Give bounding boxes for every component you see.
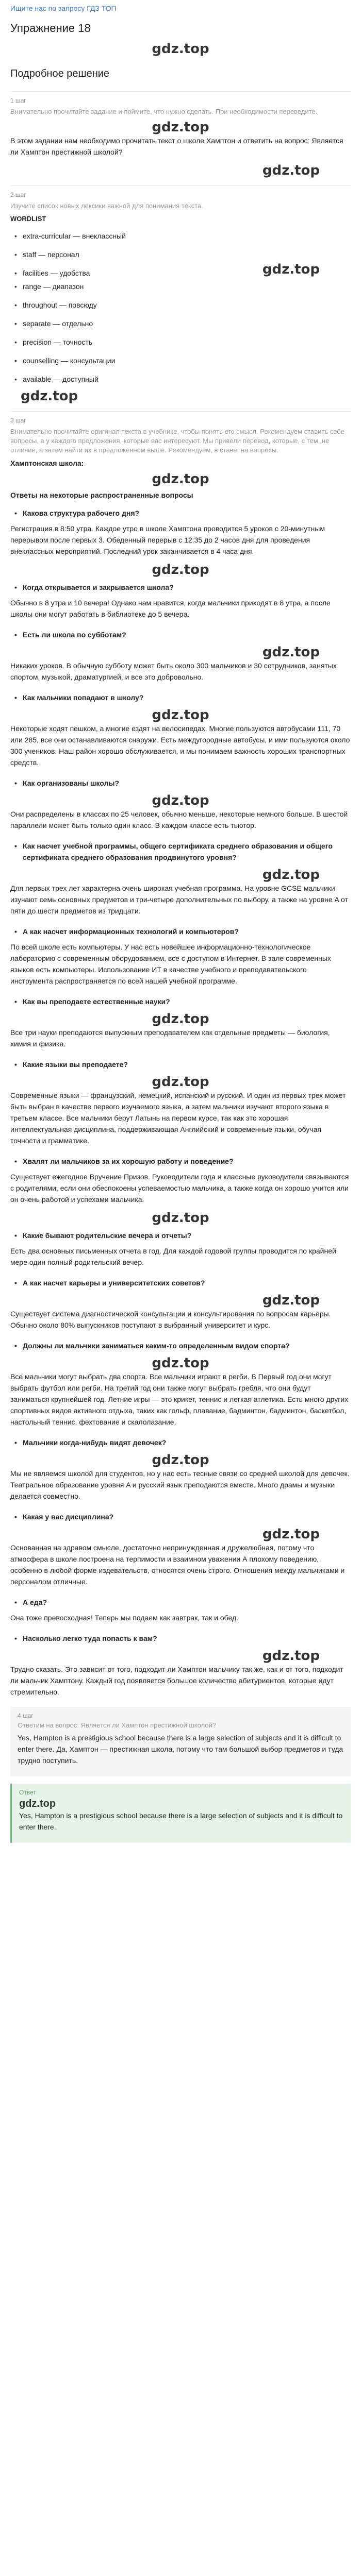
watermark: gdz.top	[262, 1648, 320, 1664]
watermark: gdz.top	[152, 1011, 209, 1027]
step-label: 2 шаг	[10, 185, 351, 198]
watermark: gdz.top	[152, 793, 209, 808]
list-item: • counselling — консультации	[10, 351, 351, 370]
list-item: • staff — персонал	[10, 245, 351, 264]
solution-title: Подробное решение	[10, 68, 110, 79]
wordlist-title: WORDLIST	[10, 215, 46, 223]
page-title: Упражнение 18	[10, 22, 91, 35]
final-answer-text: Yes, Hampton is a prestigious school because there is a large selection of subjects and it is difficult to enter there.	[19, 1811, 343, 1831]
faq-answer: Существует ежегодное Вручение Призов. Руководители года и классные руководители связываются с родителями, если они обеспокоены успеваемостью мальчика, а также когда он хорошо учится или он очень работой и успехами мальчика.	[10, 1173, 349, 1204]
step-hint: Изучите список новых лексики важной для понимания текста.	[10, 202, 203, 210]
watermark: gdz.top	[262, 1293, 320, 1308]
faq-question: • Насколько легко туда попасть к вам?	[10, 1629, 351, 1648]
faq-question: • А еда?	[10, 1592, 351, 1612]
faq-question: • Есть ли школа по субботам?	[10, 625, 351, 645]
watermark: gdz.top	[262, 163, 320, 178]
faq-question: • Как мальчики попадают в школу?	[10, 688, 351, 707]
final-answer	[10, 1784, 351, 1843]
watermark: gdz.top	[152, 1452, 209, 1468]
faq-question: • Как вы преподаете естественные науки?	[10, 992, 351, 1011]
step-question: Ответим на вопрос: Является ли Хамптон престижной школой?	[18, 1721, 217, 1729]
faq-heading: Ответы на некоторые распространенные вопросы	[10, 491, 193, 499]
faq-question: • Какие бывают родительские вечера и отчеты?	[10, 1226, 351, 1245]
step-label: 3 шаг	[10, 411, 351, 424]
watermark: gdz.top	[152, 1074, 209, 1090]
watermark: gdz.top	[262, 1527, 320, 1542]
faq-question: • Как насчет учебной программы, общего сертификата среднего образования и общего сертификата среднего образования продвинутого уровня?	[10, 836, 351, 867]
watermark: gdz.top	[262, 645, 320, 660]
watermark: gdz.top	[152, 1355, 209, 1371]
faq-question: • Хвалят ли мальчиков за их хорошую работу и поведение?	[10, 1151, 351, 1171]
watermark: gdz.top	[152, 41, 209, 57]
step-label: 4 шаг	[18, 1712, 34, 1719]
faq-answer: Обычно в 8 утра и 10 вечера! Однако нам нравится, когда мальчики приходят в 8 утра, а после школы они могут работать в библиотеке до 5 вечера.	[10, 599, 331, 618]
faq-answer: Регистрация в 8:50 утра. Каждое утро в школе Хамптона проводится 5 уроков с 20-минутным перерывом после первых 3. Обеденный перерыв с 12:35 до 2 часов дня для проведения внеклассных мероприятий. Последний урок заканчивается в 4 часа дня.	[10, 524, 325, 555]
faq-question: • Мальчики когда-нибудь видят девочек?	[10, 1433, 351, 1452]
faq-answer: Трудно сказать. Это зависит от того, подходит ли Хамптон мальчику так же, как и от того, подходит ли мальчик Хамптону. Каждый год появляется большое количество абитуриентов, которые идут стремительно.	[10, 1665, 343, 1696]
watermark: gdz.top	[19, 1798, 56, 1809]
faq-question: • Какова структура рабочего дня?	[10, 503, 351, 523]
watermark: gdz.top	[152, 562, 209, 578]
watermark: gdz.top	[152, 707, 209, 723]
list-item: • available — доступный	[10, 370, 351, 388]
step-1	[10, 91, 351, 178]
step-label: 1 шаг	[10, 91, 351, 104]
step-answer: Yes, Hampton is a prestigious school because there is a large selection of subjects and it is difficult to enter there. Да, Хамптон — престижная школа, потому что там большой выбор предметов и туда трудно поступить.	[18, 1734, 343, 1765]
faq-question: • Должны ли мальчики заниматься каким-то определенным видом спорта?	[10, 1336, 351, 1355]
faq-question: • Какие языки вы преподаете?	[10, 1055, 351, 1074]
step-hint: Внимательно прочитайте задание и поймите, что нужно сделать. При необходимости переведите.	[10, 108, 318, 115]
faq-question: • А как насчет карьеры и университетских советов?	[10, 1273, 351, 1293]
final-answer-label: Ответ	[19, 1789, 36, 1796]
list-item: • range — диапазон	[10, 277, 351, 296]
watermark: gdz.top	[21, 388, 78, 404]
list-item: • facilities — удобства	[10, 264, 351, 282]
watermark: gdz.top	[152, 471, 209, 487]
watermark: gdz.top	[152, 1210, 209, 1226]
faq-question: • А как насчет информационных технологий и компьютеров?	[10, 922, 351, 941]
faq-answer: Все мальчики могут выбрать два спорта. Все мальчики играют в регби. В Первый год они могут выбрать футбол или регби. На третий год они также могут выбрать гребля, что они будут заниматься крупнейшей год. Летние игры — это крикет, теннис и легкая атлетика. Есть много других спортивных видов активного отдыха, таких как гольф, плавание, бадминтон, бадминтон, баскетбол, настольный теннис, фехтование и скалолазание.	[10, 1372, 349, 1426]
step-4	[10, 1707, 351, 1776]
faq-answer: Современные языки — французский, немецкий, испанский и русский. И один из первых трех может быть выбран в качестве первого изучаемого языка, а затем мальчики изучают второго языка в третьем классе. Все мальчики берут Латынь на первом курсе, так как это хорошая интеллектуальная дисциплина, поддерживающая Английский и современные языки, обучая точности и грамматике.	[10, 1091, 346, 1145]
step-3	[10, 411, 351, 1698]
faq-answer: Есть два основных письменных отчета в год. Для каждой годовой группы проводится по крайней мере один полный родительский вечер.	[10, 1247, 336, 1266]
faq-answer: Для первых трех лет характерна очень широкая учебная программа. На уровне GCSE мальчики изучают семь основных предметов и три-четыре дополнительных по выбору, а также на уровне A от пяти до шести предметов из тридцати.	[10, 884, 348, 915]
list-item: • throughout — повсюду	[10, 296, 351, 314]
watermark: gdz.top	[262, 262, 320, 277]
faq-answer: Все три науки преподаются выпускным преподавателем как отдельные предметы — биология, химия и физика.	[10, 1028, 330, 1048]
faq-answer: Мы не являемся школой для студентов, но у нас есть тесные связи со средней школой для девочек. Театральное образование уровня A и русский язык преподаются вместе. Много драмы и музыки делается совместно.	[10, 1469, 350, 1500]
step-text: В этом задании нам необходимо прочитать текст о школе Хамптон и ответить на вопрос: Является ли Хамптон престижной школой?	[10, 137, 343, 156]
faq-answer: Они распределены в классах по 25 человек, обычно меньше, некоторые немного больше. В шестой параллели может быть только один класс. В каждом классе есть тьютор.	[10, 810, 348, 829]
step-2	[10, 185, 351, 404]
list-item: • separate — отдельно	[10, 314, 351, 333]
faq-answer: Основанная на здравом смысле, достаточно непринужденная и дружелюбная, потому что атмосфера в школе построена на терпимости и взаимном уважении А плохому поведению, особенно в любой форме издевательств, относятся очень строго. Отношения между мальчиками и персоналом отличные.	[10, 1544, 345, 1586]
faq-question: • Как организованы школы?	[10, 773, 351, 793]
watermark: gdz.top	[152, 120, 209, 135]
top-link[interactable]: Ищите нас по запросу ГДЗ ТОП	[10, 4, 117, 12]
faq-answer: Никаких уроков. В обычную субботу может быть около 300 мальчиков и 30 сотрудников, занятых спортом, музыкой, драматургией, и все это добровольно.	[10, 662, 337, 681]
faq-answer: По всей школе есть компьютеры. У нас есть новейшее информационно-технологическое лабораторию с современным оборудованием, все с доступом в Интернет. В зале современных языков есть компьютеры. Использование ИТ в качестве учебного и преподавательского инструмента распространяется по всей нашей учебной программе.	[10, 943, 331, 985]
faq-answer: Существует система диагностической консультации и консультирования по вопросам карьеры. Обычно около 80% выпускников поступают в выбранный университет и курс.	[10, 1310, 331, 1329]
list-item: • extra-curricular — внеклассный	[10, 227, 351, 245]
school-heading: Хамптонская школа:	[10, 459, 84, 467]
faq-question: • Когда открывается и закрывается школа?	[10, 578, 351, 597]
list-item: • precision — точность	[10, 333, 351, 351]
faq-answer: Она тоже превосходная! Теперь мы подаем как завтрак, так и обед.	[10, 1614, 238, 1622]
step-hint: Внимательно прочитайте оригинал текста в учебнике, чтобы понять его смысл. Рекомендуем ставить себе вопросы, а у каждого предложения, которые вас интересуют. Мы привели перевод, которые, с тем, не отличие, а затем найти их в предложенном выше. Рекомендуем, в ставе, на вопросы.	[10, 428, 344, 454]
faq-question: • Какая у вас дисциплина?	[10, 1507, 351, 1527]
watermark: gdz.top	[262, 867, 320, 883]
faq-answer: Некоторые ходят пешком, а многие ездят на велосипедах. Многие пользуются автобусами 111, 70 или 285, все они останавливаются снаружи. Есть междугородные автобусы, и ими пользуются около 300 учеников. Наш район хорошо обслуживается, и мы понимаем важность хороших транспортных средств.	[10, 724, 350, 767]
